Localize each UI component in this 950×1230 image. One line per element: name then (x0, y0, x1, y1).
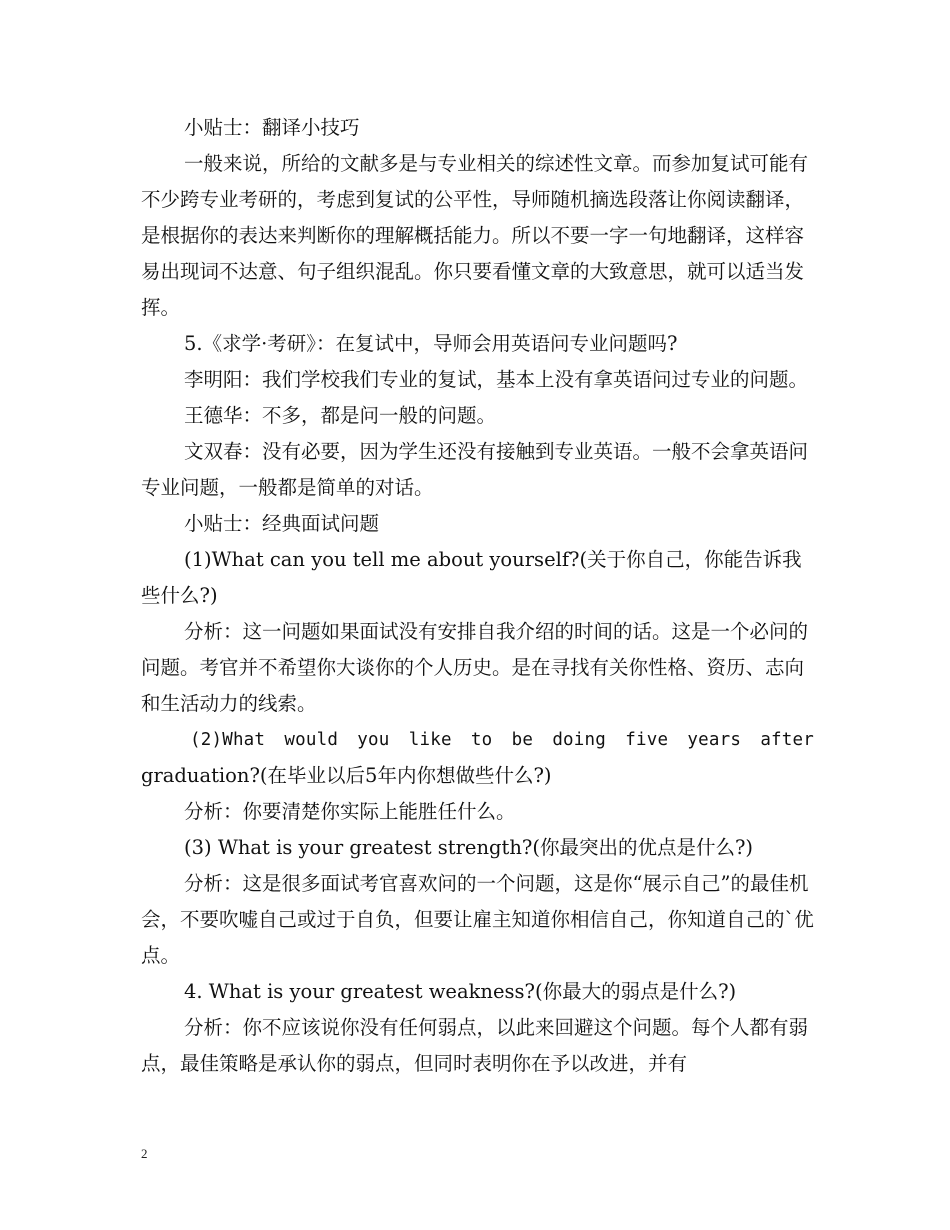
analysis-3: 分析：这是很多面试考官喜欢问的一个问题，这是你“展示自己”的最佳机会，不要吹嘘自己或过于自负，但要让雇主知道你相信自己，你知道自己的`优点。 (141, 872, 814, 967)
page-number: 2 (141, 1146, 148, 1161)
document-body (141, 110, 814, 1082)
interview-question-2-line2: graduation?(在毕业以后5年内你想做些什么?) (141, 764, 552, 787)
interview-question-2-line1: (2)What would you like to be doing five years after (190, 730, 814, 750)
tip-heading-interview: 小贴士：经典面试问题 (184, 512, 380, 535)
interview-question-4: 4. What is your greatest weakness?(你最大的弱点是什么?) (184, 980, 737, 1003)
analysis-4: 分析：你不应该说你没有任何弱点，以此来回避这个问题。每个人都有弱点，最佳策略是承认你的弱点，但同时表明你在予以改进，并有 (141, 1016, 809, 1075)
answer-wen-shuangchun: 文双春：没有必要，因为学生还没有接触到专业英语。一般不会拿英语问专业问题，一般都是简单的对话。 (141, 440, 809, 499)
interview-question-3: (3) What is your greatest strength?(你最突出的优点是什么?) (184, 836, 754, 859)
analysis-2: 分析：你要清楚你实际上能胜任什么。 (184, 800, 516, 823)
paragraph-translation-advice: 一般来说，所给的文献多是与专业相关的综述性文章。而参加复试可能有不少跨专业考研的，考虑到复试的公平性，导师随机摘选段落让你阅读翻译，是根据你的表达来判断你的理解概括能力。所以不要一字一句地翻译，这样容易出现词不达意、句子组织混乱。你只要看懂文章的大致意思，就可以适当发挥。 (141, 152, 809, 319)
question-5: 5.《求学·考研》：在复试中，导师会用英语问专业问题吗? (184, 332, 678, 355)
tip-heading-translation: 小贴士：翻译小技巧 (184, 116, 360, 139)
interview-question-1: (1)What can you tell me about yourself?(关于你自己，你能告诉我些什么?) (141, 548, 802, 607)
answer-li-mingyang: 李明阳：我们学校我们专业的复试，基本上没有拿英语问过专业的问题。 (184, 368, 809, 391)
answer-wang-dehua: 王德华：不多，都是问一般的问题。 (184, 404, 497, 427)
analysis-1: 分析：这一问题如果面试没有安排自我介绍的时间的话。这是一个必问的问题。考官并不希望你大谈你的个人历史。是在寻找有关你性格、资历、志向和生活动力的线索。 (141, 620, 809, 715)
